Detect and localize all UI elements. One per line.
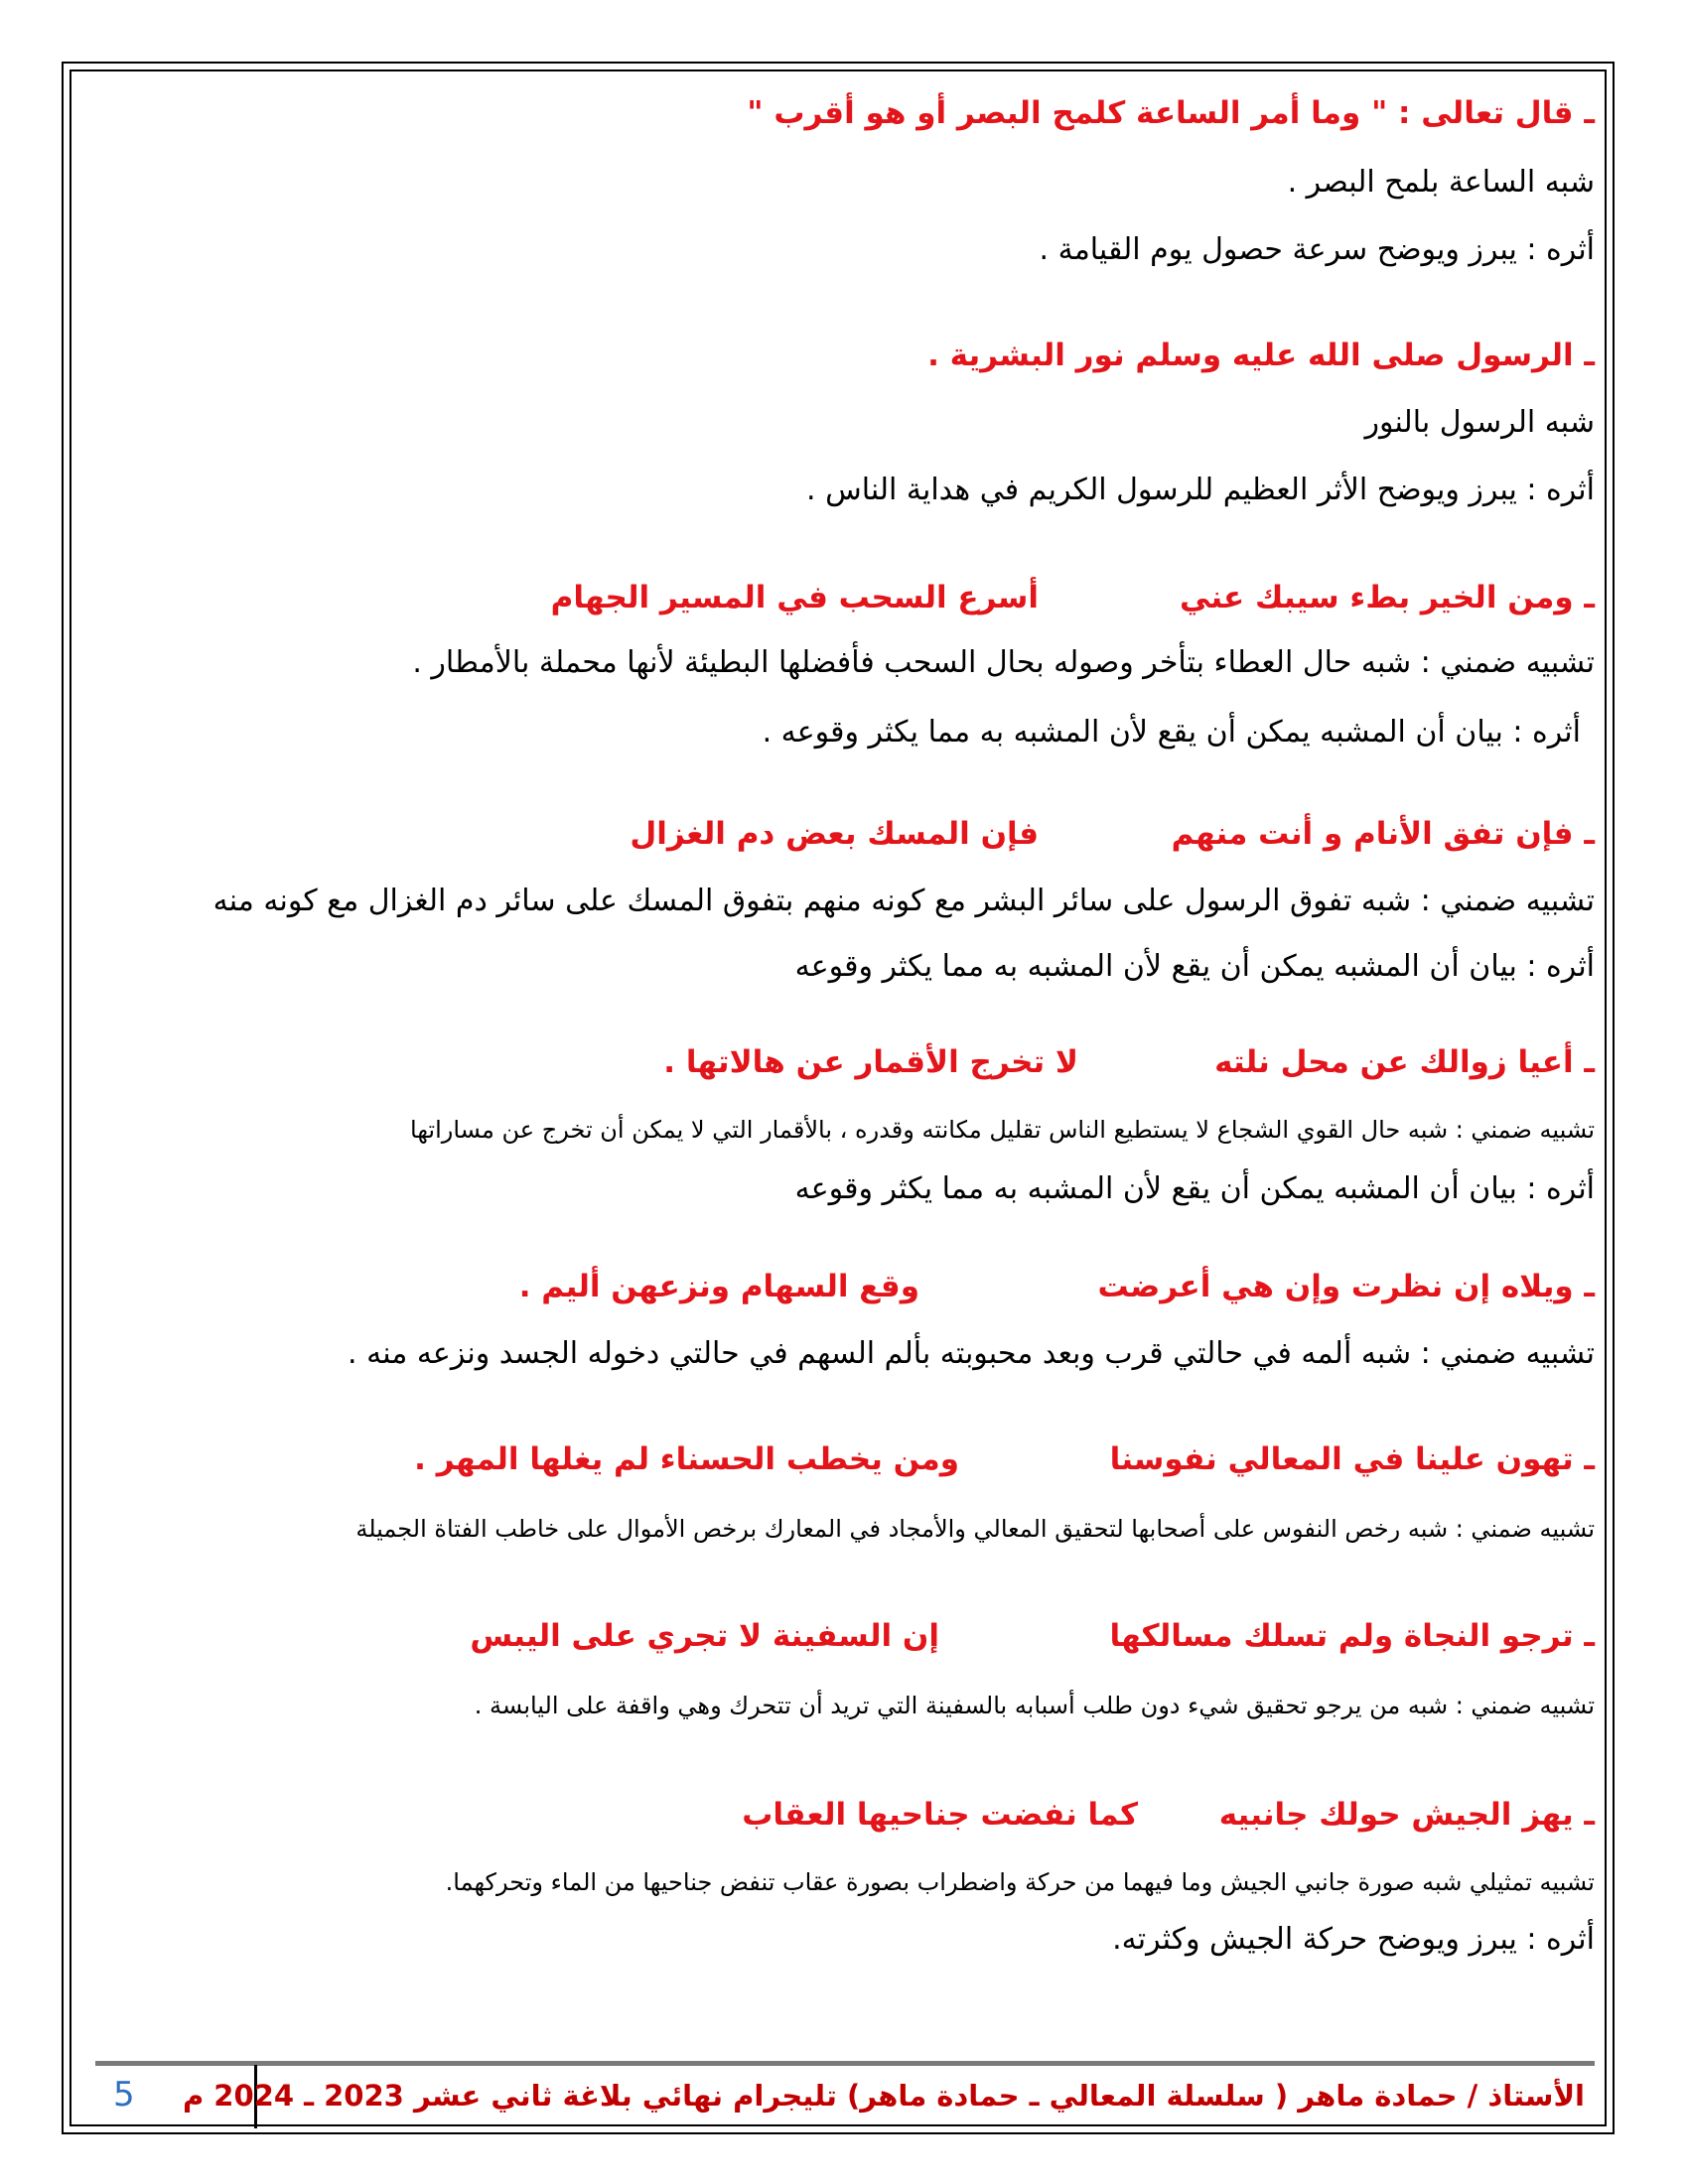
section-5-verse-a: ـ أعيا زوالك عن محل نلته — [1214, 1044, 1595, 1080]
section-1-line-2: أثره : يبرز ويوضح سرعة حصول يوم القيامة . — [1039, 232, 1595, 267]
section-9-verse-b: كما نفضت جناحيها العقاب — [742, 1797, 1138, 1833]
section-4-verse-a: ـ فإن تفق الأنام و أنت منهم — [1171, 816, 1595, 852]
footer-credit: الأستاذ / حمادة ماهر ( سلسلة المعالي ـ حمادة ماهر) تليجرام نهائي بلاغة ثاني عشر 2023 ـ 2024 م — [182, 2079, 1585, 2113]
section-4-verse-b: فإن المسك بعض دم الغزال — [630, 816, 1039, 852]
page-number: 5 — [113, 2075, 135, 2115]
section-9-line-1: تشبيه تمثيلي شبه صورة جانبي الجيش وما فيهما من حركة واضطراب بصورة عقاب تنفض جناحيها من الماء وتحركهما. — [445, 1868, 1595, 1896]
section-9-line-2: أثره : يبرز ويوضح حركة الجيش وكثرته. — [1112, 1922, 1595, 1957]
section-2-line-2: أثره : يبرز ويوضح الأثر العظيم للرسول الكريم في هداية الناس . — [806, 473, 1595, 507]
section-6-verse-a: ـ ويلاه إن نظرت وإن هي أعرضت — [1097, 1269, 1595, 1304]
section-1-title: ـ قال تعالى : " وما أمر الساعة كلمح البصر أو هو أقرب " — [747, 95, 1595, 131]
section-4-line-1: تشبيه ضمني : شبه تفوق الرسول على سائر البشر مع كونه منهم بتفوق المسك على سائر دم الغزال مع كونه منه — [212, 884, 1595, 918]
section-3-verse-b: أسرع السحب في المسير الجهام — [550, 580, 1039, 615]
section-7-verse-b: ومن يخطب الحسناء لم يغلها المهر . — [414, 1441, 959, 1477]
section-9-verse-a: ـ يهز الجيش حولك جانبيه — [1218, 1797, 1595, 1833]
section-6-verse-b: وقع السهام ونزعهن أليم . — [518, 1269, 919, 1304]
footer-divider — [95, 2061, 1595, 2066]
section-5-verse-b: لا تخرج الأقمار عن هالاتها . — [663, 1044, 1078, 1080]
section-2-title: ـ الرسول صلى الله عليه وسلم نور البشرية . — [927, 338, 1595, 373]
section-3-line-1: تشبيه ضمني : شبه حال العطاء بتأخر وصوله بحال السحب فأفضلها البطيئة لأنها محملة بالأمطار . — [412, 645, 1595, 680]
section-5-line-1: تشبيه ضمني : شبه حال القوي الشجاع لا يستطيع الناس تقليل مكانته وقدره ، بالأقمار التي لا يمكن أن تخرج عن مساراتها — [410, 1116, 1595, 1144]
section-6-line-1: تشبيه ضمني : شبه ألمه في حالتي قرب وبعد محبوبته بألم السهم في حالتي دخوله الجسد ونزعه منه . — [348, 1336, 1595, 1371]
section-1-line-1: شبه الساعة بلمح البصر . — [1287, 165, 1595, 200]
section-3-verse-a: ـ ومن الخير بطء سيبك عني — [1179, 580, 1595, 615]
section-8-verse-b: إن السفينة لا تجري على اليبس — [470, 1618, 939, 1654]
section-3-line-2: أثره : بيان أن المشبه يمكن أن يقع لأن المشبه به مما يكثر وقوعه . — [762, 715, 1581, 750]
section-8-verse-a: ـ ترجو النجاة ولم تسلك مسالكها — [1109, 1618, 1595, 1654]
section-5-line-2: أثره : بيان أن المشبه يمكن أن يقع لأن المشبه به مما يكثر وقوعه — [794, 1171, 1595, 1206]
section-4-line-2: أثره : بيان أن المشبه يمكن أن يقع لأن المشبه به مما يكثر وقوعه — [794, 949, 1595, 984]
section-7-verse-a: ـ تهون علينا في المعالي نفوسنا — [1109, 1441, 1595, 1477]
section-8-line-1: تشبيه ضمني : شبه من يرجو تحقيق شيء دون طلب أسبابه بالسفينة التي تريد أن تتحرك وهي واقفة على اليابسة . — [474, 1692, 1595, 1719]
section-7-line-1: تشبيه ضمني : شبه رخص النفوس على أصحابها لتحقيق المعالي والأمجاد في المعارك برخص الأموال على خاطب الفتاة الجميلة — [355, 1515, 1595, 1543]
section-2-line-1: شبه الرسول بالنور — [1364, 405, 1595, 440]
